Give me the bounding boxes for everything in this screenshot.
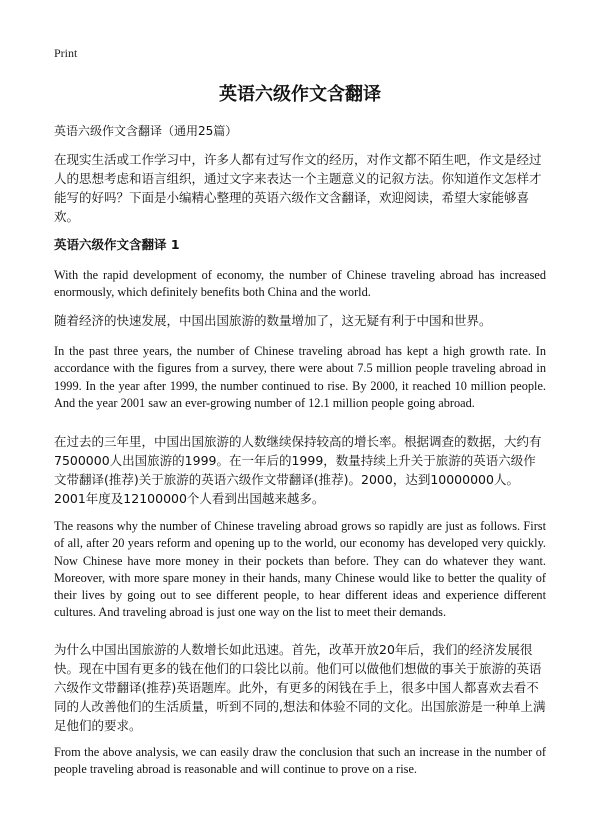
paragraph-en-4: From the above analysis, we can easily draw the conclusion that such an increase in the number of people traveling abroad is reasonable and will continue to prove on a rise. — [54, 745, 546, 777]
paragraph-en-3: The reasons why the number of Chinese traveling abroad grows so rapidly are just as follows. First of all, after 20 years reform and opening up to the world, our economy has developed very quickly. Now Chinese have more money in their pockets than before. They can do whatever they want. Moreover, with more spare money in their hands, many Chinese would like to better the quality of their lives by going out to see different people, to hear different ideas and experience different cultures. And traveling abroad is just one way on the list to meet their demands. — [54, 519, 546, 620]
section-heading: 英语六级作文含翻译 1 — [54, 237, 180, 252]
paragraph-en-2: In the past three years, the number of Chinese traveling abroad has kept a high growth rate. In accordance with the figures from a survey, there were about 7.5 million people traveling abroad in 1999. In the year after 1999, the number continued to rise. By 2000, it reached 10 million people. And the year 2001 saw an ever-growing number of 12.1 million people going abroad. — [54, 344, 546, 410]
paragraph-en-1: With the rapid development of economy, the number of Chinese traveling abroad has increased enormously, which definitely benefits both China and the world. — [54, 268, 546, 300]
print-label[interactable]: Print — [54, 46, 78, 60]
intro-paragraph: 在现实生活或工作学习中，许多人都有过写作文的经历，对作文都不陌生吧，作文是经过人的思想考虑和语言组织，通过文字来表达一个主题意义的记叙方法。你知道作文怎样才能写的好吗？下面是小编精心整理的英语六级作文含翻译，欢迎阅读，希望大家能够喜欢。 — [54, 152, 542, 224]
document-subtitle: 英语六级作文含翻译（通用25篇） — [54, 124, 238, 138]
paragraph-cn-3: 为什么中国出国旅游的人数增长如此迅速。首先，改革开放20年后，我们的经济发展很快。现在中国有更多的钱在他们的口袋比以前。他们可以做他们想做的事关于旅游的英语六级作文带翻译(推荐)英语题库。此外，有更多的闲钱在手上，很多中国人都喜欢去看不同的人改善他们的生活质量，听到不同的,想法和体验不同的文化。出国旅游是一种单上满足他们的要求。 — [54, 642, 546, 733]
page-title: 英语六级作文含翻译 — [219, 84, 381, 105]
paragraph-cn-2: 在过去的三年里，中国出国旅游的人数继续保持较高的增长率。根据调查的数据，大约有7500000人出国旅游的1999。在一年后的1999，数量持续上升关于旅游的英语六级作文带翻译(推荐)关于旅游的英语六级作文带翻译(推荐)。2000，达到10000000人。2001年度及12100000个人看到出国越来越多。 — [54, 434, 542, 506]
paragraph-cn-1: 随着经济的快速发展，中国出国旅游的数量增加了，这无疑有利于中国和世界。 — [54, 313, 492, 328]
